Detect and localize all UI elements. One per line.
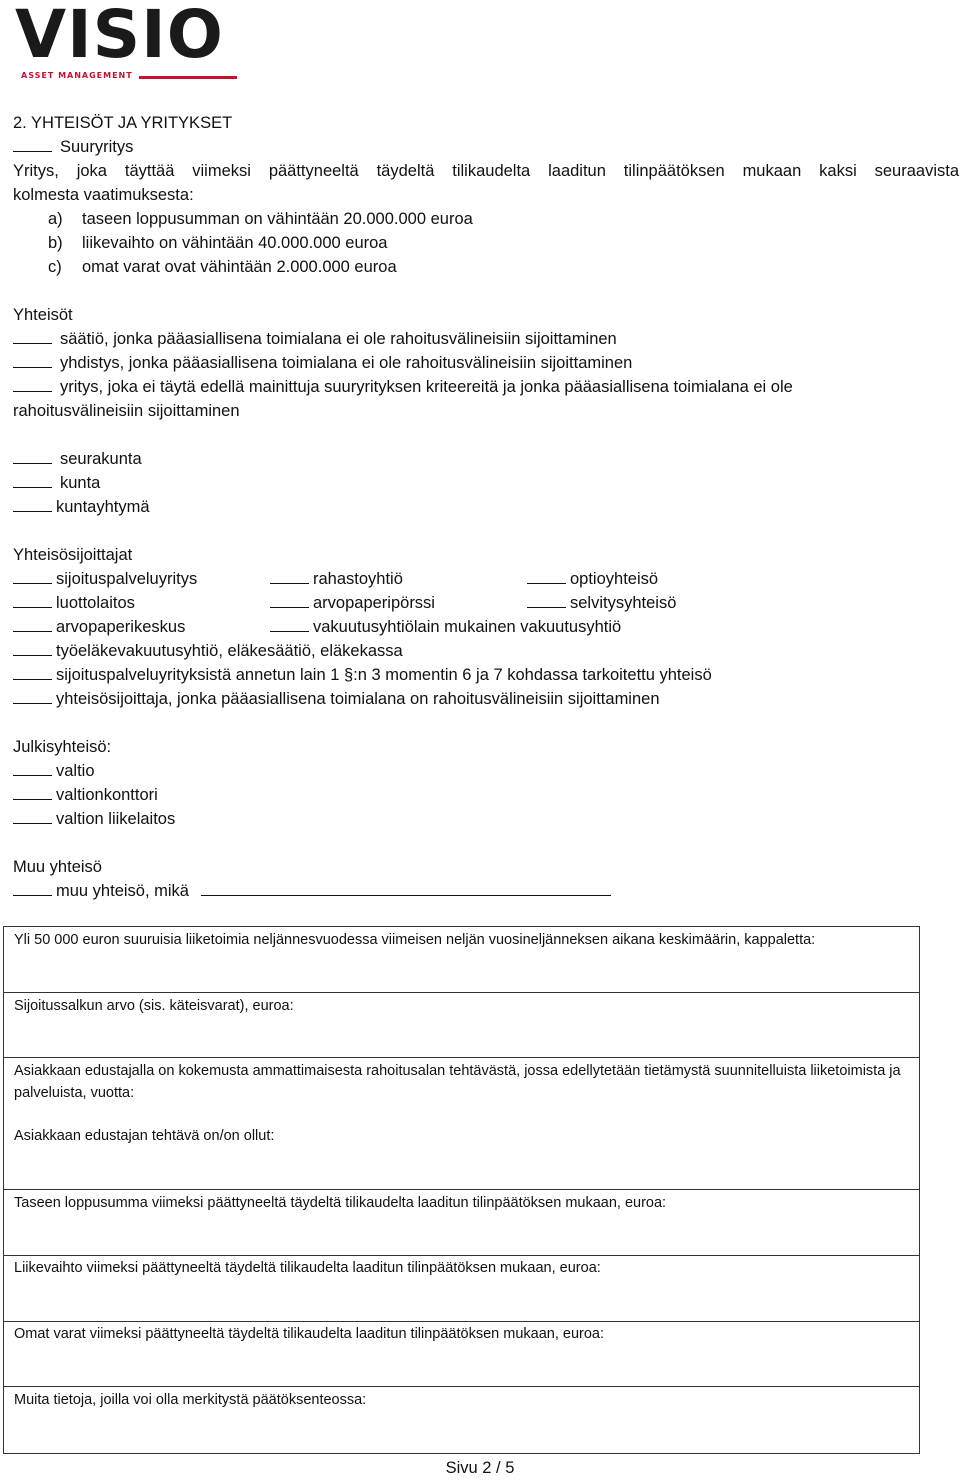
sijoittaja-option-selvitysyhteiso[interactable]: selvitysyhteisö <box>527 591 676 615</box>
yhteiso-option-saatio[interactable]: säätiö, jonka pääasiallisena toimialana ei ole rahoitusvälineisiin sijoittaminen <box>13 327 617 351</box>
yhteiso-option-yritys[interactable]: yritys, joka ei täytä edellä mainittuja suuryrityksen kriteereitä ja jonka pääasiallisena toimialana ei ole <box>13 375 793 399</box>
yhteiso-option-yritys-continued: rahoitusvälineisiin sijoittaminen <box>13 402 240 420</box>
sijoittaja-option-yhteisosijoittaja[interactable]: yhteisösijoittaja, jonka pääasiallisena toimialana on rahoitusvälineisiin sijoittaminen <box>13 687 660 711</box>
suuryritys-description: Yritys, joka täyttää viimeksi päättyneeltä täydeltä tilikaudelta laaditun tilinpäätöksen mukaan kaksi seuraavista <box>13 162 959 180</box>
suuryritys-option[interactable] <box>13 135 133 159</box>
yhteisosijoittajat-heading: Yhteisösijoittajat <box>13 546 133 564</box>
muu-heading: Muu yhteisö <box>13 858 102 876</box>
box-sijoitussalkku[interactable] <box>3 992 920 1058</box>
checkbox-blank[interactable] <box>13 352 52 368</box>
checkbox-blank[interactable] <box>13 448 52 464</box>
suuryritys-label: Suuryritys <box>60 138 134 156</box>
box-label: Sijoitussalkun arvo (sis. käteisvarat), euroa: <box>14 998 294 1014</box>
checkbox-blank[interactable] <box>270 592 309 608</box>
checkbox-blank[interactable] <box>13 808 52 824</box>
checkbox-blank[interactable] <box>13 688 52 704</box>
sijoittaja-option-sijoituspalvelulaki[interactable]: sijoituspalveluyrityksistä annetun lain 1 §:n 3 momentin 6 ja 7 kohdassa tarkoitettu yhteisö <box>13 663 712 687</box>
yhteisot-heading: Yhteisöt <box>13 306 73 324</box>
muu-option[interactable]: muu yhteisö, mikä <box>13 879 611 903</box>
box-label: Liikevaihto viimeksi päättyneeltä täydeltä tilikaudelta laaditun tilinpäätöksen mukaan, euroa: <box>14 1260 601 1276</box>
sijoittaja-option-tyoelake[interactable]: työeläkevakuutusyhtiö, eläkesäätiö, eläkekassa <box>13 639 403 663</box>
checkbox-blank[interactable] <box>13 496 52 512</box>
logo-accent-bar <box>139 76 237 79</box>
visio-logo <box>15 2 225 82</box>
checkbox-blank[interactable] <box>13 784 52 800</box>
box-label-tehtava: Asiakkaan edustajan tehtävä on/on ollut: <box>14 1128 275 1144</box>
box-label: Taseen loppusumma viimeksi päättyneeltä täydeltä tilikaudelta laaditun tilinpäätöksen mukaan, euroa: <box>14 1195 667 1211</box>
yhteiso-option-kuntayhtyma[interactable]: kuntayhtymä <box>13 495 150 519</box>
julkisyhteiso-option-valtio[interactable]: valtio <box>13 759 95 783</box>
checkbox-blank[interactable] <box>527 568 566 584</box>
sijoittaja-option-rahastoyhtio[interactable]: rahastoyhtiö <box>270 567 403 591</box>
box-liiketoimet[interactable] <box>3 926 920 993</box>
sijoittaja-option-vakuutusyhtio[interactable]: vakuutusyhtiölain mukainen vakuutusyhtiö <box>270 615 621 639</box>
checkbox-blank[interactable] <box>13 616 52 632</box>
muu-text-field[interactable] <box>201 880 611 896</box>
criterion-a: a) taseen loppusumman on vähintään 20.000.000 euroa <box>48 210 473 228</box>
box-omat-varat[interactable] <box>3 1321 920 1387</box>
checkbox-blank[interactable] <box>13 568 52 584</box>
box-taseen-loppusumma[interactable] <box>3 1189 920 1256</box>
sijoittaja-option-arvopaperikeskus[interactable]: arvopaperikeskus <box>13 615 185 639</box>
checkbox-blank[interactable] <box>13 592 52 608</box>
checkbox-blank[interactable] <box>13 328 52 344</box>
checkbox-blank[interactable] <box>527 592 566 608</box>
box-label: Asiakkaan edustajalla on kokemusta ammattimaisesta rahoitusalan tehtävästä, jossa edellytetään tietämystä suunnitelluista liiketoimista ja palveluista, vuotta: <box>14 1063 901 1101</box>
sijoittaja-option-arvopaperiporssi[interactable]: arvopaperipörssi <box>270 591 435 615</box>
julkisyhteiso-heading: Julkisyhteisö: <box>13 738 112 756</box>
checkbox-blank[interactable] <box>270 568 309 584</box>
julkisyhteiso-option-liikelaitos[interactable]: valtion liikelaitos <box>13 807 175 831</box>
checkbox-blank[interactable] <box>13 472 52 488</box>
suuryritys-description-2: kolmesta vaatimuksesta: <box>13 186 194 204</box>
box-label: Omat varat viimeksi päättyneeltä täydeltä tilikaudelta laaditun tilinpäätöksen mukaan, euroa: <box>14 1326 604 1342</box>
box-kokemus[interactable] <box>3 1057 920 1190</box>
checkbox-blank[interactable] <box>13 136 52 152</box>
criterion-c: c) omat varat ovat vähintään 2.000.000 euroa <box>48 258 397 276</box>
box-muita-tietoja[interactable] <box>3 1386 920 1454</box>
sijoittaja-option-optioyhteiso[interactable]: optioyhteisö <box>527 567 658 591</box>
box-label: Muita tietoja, joilla voi olla merkitystä päätöksenteossa: <box>14 1392 367 1408</box>
logo-word: VISIO <box>15 0 224 73</box>
checkbox-blank[interactable] <box>270 616 309 632</box>
yhteiso-option-yhdistys[interactable]: yhdistys, jonka pääasiallisena toimialana ei ole rahoitusvälineisiin sijoittaminen <box>13 351 632 375</box>
box-label: Yli 50 000 euron suuruisia liiketoimia neljännesvuodessa viimeisen neljän vuosineljänneksen aikana keskimäärin, kappaletta: <box>14 932 816 948</box>
checkbox-blank[interactable] <box>13 376 52 392</box>
logo-subtitle: ASSET MANAGEMENT <box>21 71 133 80</box>
yhteiso-option-seurakunta[interactable]: seurakunta <box>13 447 142 471</box>
sijoittaja-option-luottolaitos[interactable]: luottolaitos <box>13 591 135 615</box>
sijoittaja-option-sijoituspalveluyritys[interactable]: sijoituspalveluyritys <box>13 567 197 591</box>
criterion-b: b) liikevaihto on vähintään 40.000.000 euroa <box>48 234 388 252</box>
julkisyhteiso-option-valtionkonttori[interactable]: valtionkonttori <box>13 783 158 807</box>
checkbox-blank[interactable] <box>13 880 52 896</box>
checkbox-blank[interactable] <box>13 760 52 776</box>
checkbox-blank[interactable] <box>13 664 52 680</box>
yhteiso-option-kunta[interactable]: kunta <box>13 471 100 495</box>
box-liikevaihto[interactable] <box>3 1255 920 1322</box>
section-title: 2. YHTEISÖT JA YRITYKSET <box>13 114 233 132</box>
page-number: Sivu 2 / 5 <box>445 1459 515 1477</box>
checkbox-blank[interactable] <box>13 640 52 656</box>
